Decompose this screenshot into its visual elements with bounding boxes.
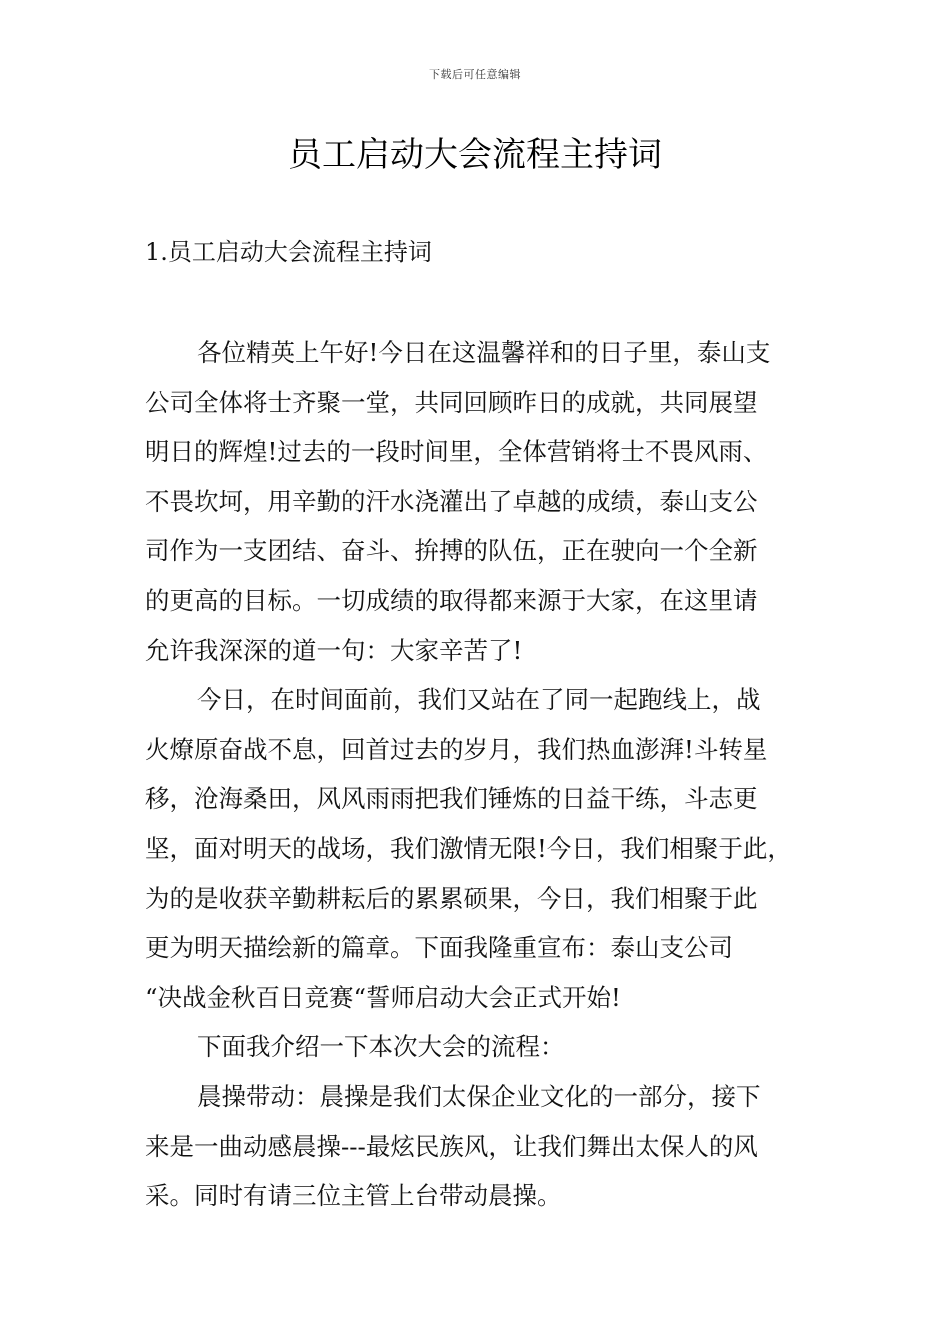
section-heading: 1.员工启动大会流程主持词 — [145, 238, 432, 266]
paragraph-line: 允许我深深的道一句：大家辛苦了! — [145, 635, 523, 665]
paragraph-line: 司作为一支团结、奋斗、拚搏的队伍，正在驶向一个全新 — [145, 536, 758, 566]
paragraph-line: 明日的辉煌!过去的一段时间里，全体营销将士不畏风雨、 — [145, 437, 768, 467]
paragraph-line: 更为明天描绘新的篇章。下面我隆重宣布：泰山支公司 — [145, 933, 733, 963]
body-text — [145, 328, 825, 1221]
paragraph-line: 各位精英上午好!今日在这温馨祥和的日子里，泰山支 — [197, 338, 771, 367]
paragraph-line: 移，沧海桑田，风风雨雨把我们锤炼的日益干练，斗志更 — [145, 784, 758, 814]
header-note: 下载后可任意编辑 — [429, 68, 521, 81]
paragraph-line: 来是一曲动感晨操---最炫民族风，让我们舞出太保人的风 — [145, 1131, 758, 1161]
document-title: 员工启动大会流程主持词 — [288, 135, 662, 175]
paragraph-line: 不畏坎坷，用辛勤的汗水浇灌出了卓越的成绩，泰山支公 — [145, 486, 758, 516]
paragraph-line: 火燎原奋战不息，回首过去的岁月，我们热血澎湃!斗转星 — [145, 734, 768, 764]
paragraph-line: “决战金秋百日竞赛“誓师启动大会正式开始! — [145, 982, 621, 1012]
paragraph-line: 采。同时有请三位主管上台带动晨操。 — [145, 1181, 562, 1211]
paragraph-line: 坚，面对明天的战场，我们激情无限!今日，我们相聚于此， — [145, 833, 792, 863]
paragraph-line: 今日，在时间面前，我们又站在了同一起跑线上，战 — [197, 685, 761, 715]
paragraph-line: 为的是收获辛勤耕耘后的累累硕果，今日，我们相聚于此 — [145, 883, 758, 913]
paragraph-line: 的更高的目标。一切成绩的取得都来源于大家，在这里请 — [145, 585, 758, 615]
paragraph-line: 晨操带动：晨操是我们太保企业文化的一部分，接下 — [197, 1081, 761, 1111]
paragraph-line: 公司全体将士齐聚一堂，共同回顾昨日的成就，共同展望 — [145, 387, 758, 417]
paragraph-line: 下面我介绍一下本次大会的流程： — [197, 1032, 565, 1062]
